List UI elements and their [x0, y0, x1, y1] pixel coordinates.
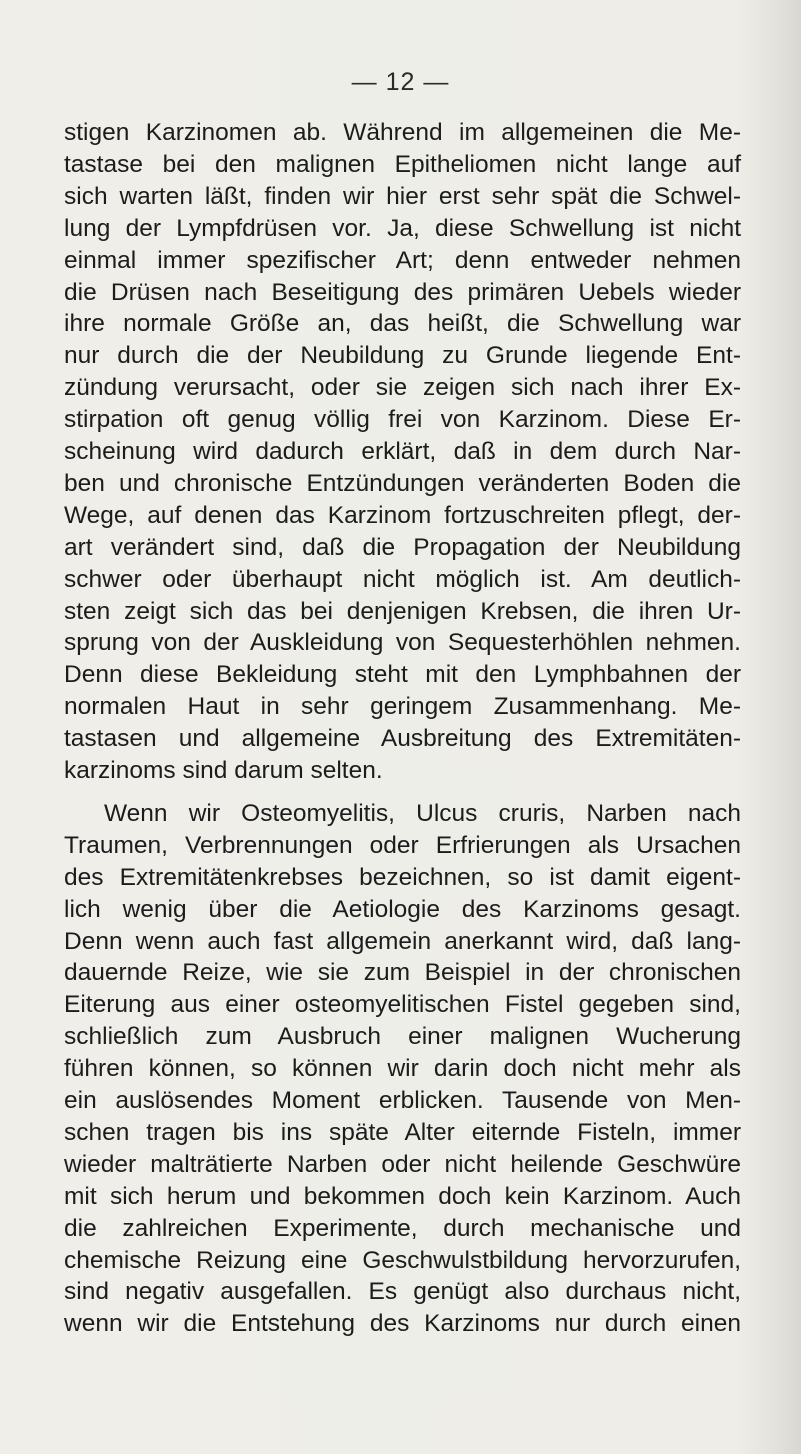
- text-line: stirpation oft genug völlig frei von Karzinom. Diese Er-: [64, 406, 741, 434]
- text-line: wenn wir die Entstehung des Karzinoms nur durch einen: [64, 1310, 741, 1338]
- text-line: die zahlreichen Experimente, durch mechanische und: [64, 1214, 741, 1242]
- text-line: karzinoms sind darum selten.: [64, 757, 383, 784]
- text-line: führen können, so können wir darin doch nicht mehr als: [64, 1055, 741, 1083]
- text-line: wieder malträtierte Narben oder nicht heilende Geschwüre: [64, 1150, 741, 1178]
- text-line: ben und chronische Entzündungen veränderten Boden die: [64, 469, 741, 497]
- page-number: — 12 —: [351, 68, 450, 96]
- text-line: Denn diese Bekleidung steht mit den Lymphbahnen der: [64, 661, 741, 689]
- text-line: mit sich herum und bekommen doch kein Karzinom. Auch: [64, 1182, 741, 1210]
- text-line: schließlich zum Ausbruch einer malignen Wucherung: [64, 1023, 741, 1051]
- text-line: die Drüsen nach Beseitigung des primären Uebels wieder: [64, 278, 741, 306]
- text-line: ihre normale Größe an, das heißt, die Schwellung war: [64, 310, 741, 338]
- text-line: dauernde Reize, wie sie zum Beispiel in der chronischen: [64, 959, 741, 987]
- text-line: tastase bei den malignen Epitheliomen nicht lange auf: [64, 150, 741, 178]
- text-line: ein auslösendes Moment erblicken. Tausende von Men-: [64, 1087, 741, 1114]
- text-line: Denn wenn auch fast allgemein anerkannt wird, daß lang-: [64, 927, 741, 955]
- text-line: des Extremitätenkrebses bezeichnen, so ist damit eigent-: [64, 863, 741, 891]
- text-line: Wege, auf denen das Karzinom fortzuschreiten pflegt, der-: [64, 501, 741, 529]
- text-line: Eiterung aus einer osteomyelitischen Fistel gegeben sind,: [64, 991, 741, 1019]
- text-line: stigen Karzinomen ab. Während im allgemeinen die Me-: [64, 119, 741, 146]
- text-line: lich wenig über die Aetiologie des Karzinoms gesagt.: [64, 895, 741, 923]
- text-line: lung der Lympfdrüsen vor. Ja, diese Schwellung ist nicht: [64, 214, 741, 242]
- text-line: sich warten läßt, finden wir hier erst sehr spät die Schwel-: [64, 182, 741, 210]
- text-line: art verändert sind, daß die Propagation der Neubildung: [64, 533, 741, 561]
- text-line: sprung von der Auskleidung von Sequesterhöhlen nehmen.: [64, 629, 741, 657]
- text-line: Traumen, Verbrennungen oder Erfrierungen als Ursachen: [64, 831, 741, 859]
- text-line: scheinung wird dadurch erklärt, daß in dem durch Nar-: [64, 438, 741, 465]
- text-line: nur durch die der Neubildung zu Grunde liegende Ent-: [64, 342, 741, 370]
- text-line: Wenn wir Osteomyelitis, Ulcus cruris, Narben nach: [104, 799, 741, 827]
- text-line: chemische Reizung eine Geschwulstbildung hervorzurufen,: [64, 1246, 741, 1274]
- text-line: sten zeigt sich das bei denjenigen Krebsen, die ihren Ur-: [64, 597, 741, 625]
- text-line: normalen Haut in sehr geringem Zusammenhang. Me-: [64, 693, 741, 721]
- text-line: sind negativ ausgefallen. Es genügt also durchaus nicht,: [64, 1278, 741, 1306]
- text-line: tastasen und allgemeine Ausbreitung des Extremitäten-: [64, 725, 741, 753]
- text-line: zündung verursacht, oder sie zeigen sich nach ihrer Ex-: [64, 374, 741, 402]
- text-line: schen tragen bis ins späte Alter eiternde Fisteln, immer: [64, 1118, 741, 1146]
- text-line: schwer oder überhaupt nicht möglich ist. Am deutlich-: [64, 565, 741, 593]
- text-line: einmal immer spezifischer Art; denn entweder nehmen: [64, 246, 741, 274]
